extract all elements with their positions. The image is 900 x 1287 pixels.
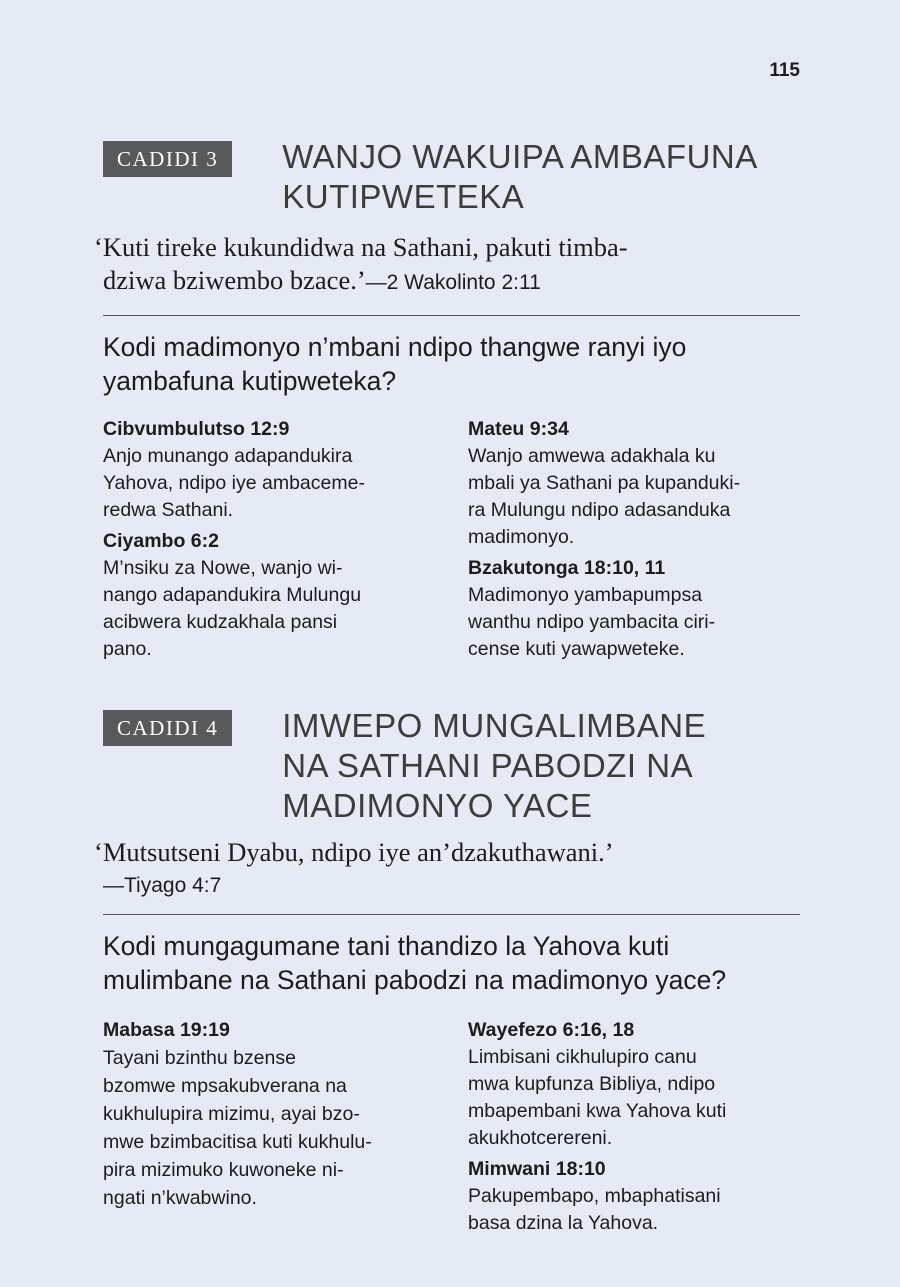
title-line: KUTIPWETEKA <box>282 178 525 215</box>
quote-line: dziwa bziwembo bzace.’ <box>103 265 366 295</box>
quote-line-with-cite <box>94 264 800 299</box>
scripture-summary <box>103 555 468 663</box>
lesson-section-3 <box>94 137 800 663</box>
summary-line: mwa kupfunza Bibliya, ndipo <box>468 1073 716 1095</box>
scripture-reference: Bzakutonga 18:10, 11 <box>468 557 666 579</box>
summary-line: Wanjo amwewa adakhala ku <box>468 445 716 467</box>
title-line: NA SATHANI PABODZI NA <box>282 747 694 784</box>
summary-line: acibwera kudzakhala pansi <box>103 611 338 633</box>
quote-line: ‘Mutsutseni Dyabu, ndipo iye an’dzakuthawani.’ <box>94 837 614 867</box>
summary-line: redwa Sathani. <box>103 499 234 521</box>
summary-line: Yahova, ndipo iye ambaceme- <box>103 472 365 494</box>
left-column <box>103 416 468 663</box>
summary-line: cense kuti yawapweteke. <box>468 638 685 660</box>
divider <box>103 914 800 915</box>
question-line: Kodi mungagumane tani thandizo la Yahova kuti <box>103 931 670 961</box>
summary-line: kukhulupira mizimu, ayai bzo- <box>103 1103 360 1125</box>
summary-line: Madimonyo yambapumpsa <box>468 584 703 606</box>
scripture-entry <box>103 1017 468 1212</box>
summary-line: madimonyo. <box>468 526 575 548</box>
page-number: 115 <box>769 60 800 81</box>
summary-line: Pakupembapo, mbaphatisani <box>468 1185 721 1207</box>
scripture-summary <box>103 1044 468 1212</box>
quote-citation: —2 Wakolinto 2:11 <box>365 271 541 294</box>
summary-line: Limbisani cikhulupiro canu <box>468 1046 697 1068</box>
summary-line: ngati n’kwabwino. <box>103 1187 257 1209</box>
scripture-summary <box>468 582 800 663</box>
quote-line: ‘Kuti tireke kukundidwa na Sathani, pakuti timba- <box>94 232 628 262</box>
question-line: mulimbane na Sathani pabodzi na madimonyo yace? <box>103 965 727 995</box>
scripture-summary <box>468 1044 800 1152</box>
scripture-entry <box>468 1156 800 1237</box>
summary-line: mbapembani kwa Yahova kuti <box>468 1100 727 1122</box>
lesson-badge: CADIDI 4 <box>103 710 232 746</box>
scripture-entry <box>468 555 800 663</box>
scripture-entry <box>468 416 800 551</box>
summary-line: nango adapandukira Mulungu <box>103 584 362 606</box>
question-line: Kodi madimonyo n’mbani ndipo thangwe ranyi iyo <box>103 332 687 362</box>
scripture-reference: Wayefezo 6:16, 18 <box>468 1019 635 1041</box>
divider <box>103 315 800 316</box>
scripture-entry <box>468 1017 800 1152</box>
summary-line: ra Mulungu ndipo adasanduka <box>468 499 731 521</box>
summary-line: M’nsiku za Nowe, wanjo wi- <box>103 557 343 579</box>
lesson-header <box>103 706 800 826</box>
lesson-badge: CADIDI 3 <box>103 141 232 177</box>
lesson-question <box>103 330 800 398</box>
lesson-question <box>103 929 800 997</box>
scripture-entry <box>103 528 468 663</box>
title-line: WANJO WAKUIPA AMBAFUNA <box>282 138 758 175</box>
question-line: yambafuna kutipweteka? <box>103 366 397 396</box>
quote-line-with-cite <box>94 869 800 900</box>
right-column <box>468 1017 800 1237</box>
scripture-columns <box>103 416 800 663</box>
left-column <box>103 1017 468 1237</box>
summary-line: Tayani bzinthu bzense <box>103 1047 296 1069</box>
summary-line: basa dzina la Yahova. <box>468 1212 659 1234</box>
summary-line: bzomwe mpsakubverana na <box>103 1075 347 1097</box>
summary-line: mwe bzimbacitisa kuti kukhulu- <box>103 1131 372 1153</box>
summary-line: Anjo munango adapandukira <box>103 445 353 467</box>
lesson-title <box>282 137 758 217</box>
quote-citation: —Tiyago 4:7 <box>103 874 222 897</box>
scripture-entry <box>103 416 468 524</box>
scripture-summary <box>468 1183 800 1237</box>
title-line: IMWEPO MUNGALIMBANE <box>282 707 707 744</box>
scripture-reference: Ciyambo 6:2 <box>103 530 219 552</box>
right-column <box>468 416 800 663</box>
scripture-summary <box>468 443 800 551</box>
lesson-header <box>103 137 800 217</box>
scripture-reference: Mateu 9:34 <box>468 418 569 440</box>
scripture-quote <box>94 231 800 299</box>
scripture-summary <box>103 443 468 524</box>
summary-line: pira mizimuko kuwoneke ni- <box>103 1159 344 1181</box>
summary-line: mbali ya Sathani pa kupanduki- <box>468 472 741 494</box>
lesson-title <box>282 706 706 826</box>
scripture-reference: Mimwani 18:10 <box>468 1158 606 1180</box>
summary-line: akukhotcerereni. <box>468 1127 613 1149</box>
title-line: MADIMONYO YACE <box>282 787 593 824</box>
scripture-reference: Mabasa 19:19 <box>103 1019 230 1041</box>
scripture-quote <box>94 836 800 900</box>
scripture-columns <box>103 1017 800 1237</box>
lesson-section-4 <box>94 706 800 1237</box>
summary-line: pano. <box>103 638 152 660</box>
scripture-reference: Cibvumbulutso 12:9 <box>103 418 290 440</box>
summary-line: wanthu ndipo yambacita ciri- <box>468 611 716 633</box>
